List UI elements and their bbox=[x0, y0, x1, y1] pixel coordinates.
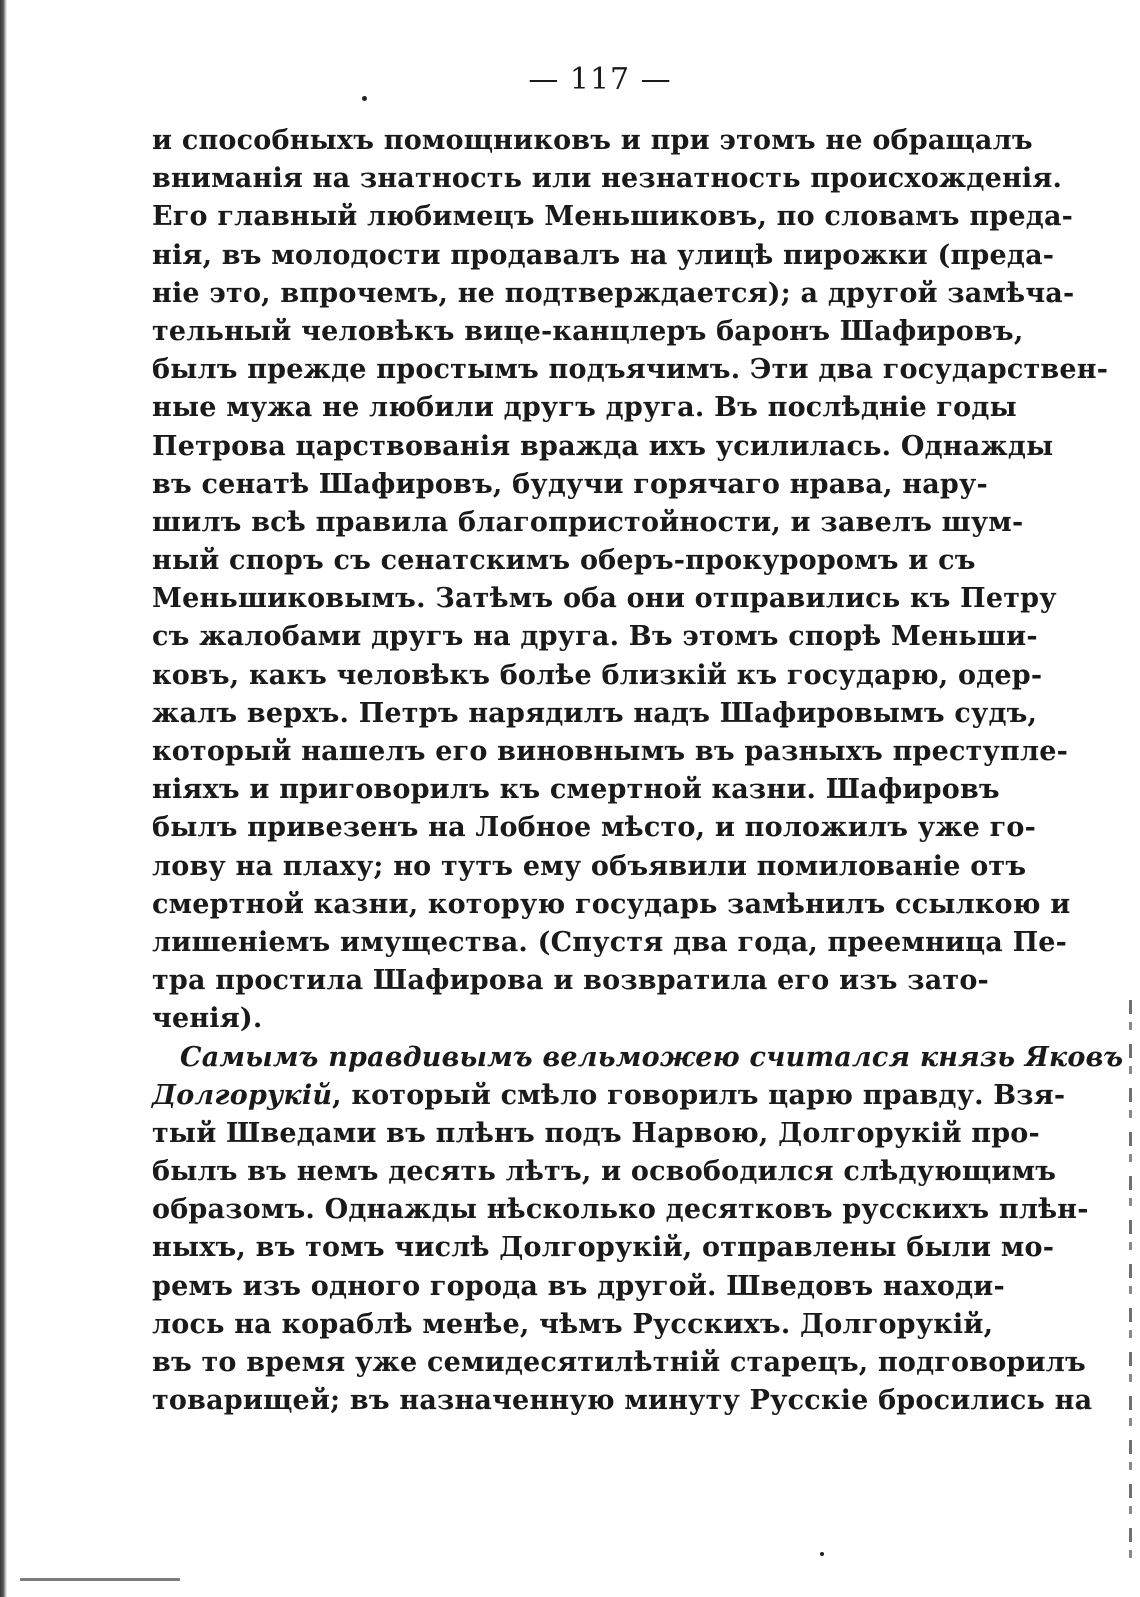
text-line: который нашелъ его виновнымъ въ разныхъ преступле- bbox=[152, 736, 1069, 767]
paragraph-2-lines bbox=[152, 1115, 1093, 1421]
body-text bbox=[152, 122, 1124, 1420]
text-line: лишеніемъ имущества. (Спустя два года, преемница Пе- bbox=[152, 926, 1068, 958]
text-line: Его главный любимецъ Меньшиковъ, по словамъ преда- bbox=[152, 201, 1074, 233]
text-line: нія, въ молодости продавалъ на улицѣ пирожки (преда- bbox=[152, 239, 1055, 271]
text-line: ный споръ съ сенатскимъ оберъ-прокуроромъ и съ bbox=[152, 545, 976, 577]
text-line: жалъ верхъ. Петръ нарядилъ надъ Шафировымъ судъ, bbox=[152, 697, 1038, 729]
text-line: ченія). bbox=[152, 1003, 263, 1035]
text-line: лову на плаху; но тутъ ему объявили помилованіе отъ bbox=[152, 850, 1027, 882]
text-line: образомъ. Однажды нѣсколько десятковъ русскихъ плѣн- bbox=[152, 1194, 1089, 1226]
text-line: Самымъ правдивымъ вельможею считался князь Яковъ bbox=[180, 1041, 1124, 1073]
text-line: тый Шведами въ плѣнъ подъ Нарвою, Долгорукій про- bbox=[152, 1117, 1040, 1149]
text-line: тельный человѣкъ вице-канцлеръ баронъ Шафировъ, bbox=[152, 315, 1024, 347]
text-line: шилъ всѣ правила благопристойности, и завелъ шум- bbox=[152, 506, 1024, 538]
text-line: ремъ изъ одного города въ другой. Шведовъ находи- bbox=[152, 1270, 1005, 1302]
page-binding-edge bbox=[0, 0, 7, 1597]
text-line: Меньшиковымъ. Затѣмъ оба они отправились къ Петру bbox=[152, 583, 1057, 615]
page-right-edge-marks bbox=[1129, 1000, 1132, 1560]
text-line: товарищей; въ назначенную минуту Русскіе бросились на bbox=[152, 1385, 1093, 1417]
text-line bbox=[152, 1077, 1066, 1115]
page-bottom-smudge bbox=[20, 1578, 180, 1581]
text-line: тра простила Шафирова и возвратила его изъ зато- bbox=[152, 965, 989, 997]
text-line: и способныхъ помощниковъ и при этомъ не обращалъ bbox=[152, 125, 1033, 156]
emphasized-name: Долгорукій bbox=[152, 1079, 333, 1111]
text-line: въ сенатѣ Шафировъ, будучи горячаго нрава, нару- bbox=[152, 468, 988, 500]
text-line: былъ въ немъ десять лѣтъ, и освободился слѣдующимъ bbox=[152, 1156, 1057, 1188]
text-line: съ жалобами другъ на друга. Въ этомъ спорѣ Меньши- bbox=[152, 621, 1038, 653]
text-line: ніе это, впрочемъ, не подтверждается); а другой замѣча- bbox=[152, 277, 1075, 309]
text-line: ные мужа не любили другъ друга. Въ послѣдніе годы bbox=[152, 392, 1017, 424]
page-number: — 117 — bbox=[528, 62, 672, 97]
text-line: былъ привезенъ на Лобное мѣсто, и положилъ уже го- bbox=[152, 812, 1036, 844]
text-line: былъ прежде простымъ подъячимъ. Эти два государствен- bbox=[152, 354, 1109, 386]
text-line: вниманія на знатность или незнатность происхожденія. bbox=[152, 163, 1063, 195]
text-line: смертной казни, которую государь замѣнилъ ссылкою и bbox=[152, 888, 1071, 920]
paragraph-2 bbox=[152, 1039, 1124, 1421]
text-line: ніяхъ и приговорилъ къ смертной казни. Шафировъ bbox=[152, 774, 1000, 806]
text-line: Петрова царствованія вражда ихъ усилилась. Однажды bbox=[152, 430, 1054, 462]
text-fragment: , который смѣло говорилъ царю правду. Взя- bbox=[332, 1079, 1066, 1111]
ink-speck bbox=[820, 1552, 824, 1556]
text-line: въ то время уже семидесятилѣтній старецъ, подговорилъ bbox=[152, 1347, 1086, 1378]
text-line: ныхъ, въ томъ числѣ Долгорукій, отправлены были мо- bbox=[152, 1232, 1055, 1264]
text-line: лось на кораблѣ менѣе, чѣмъ Русскихъ. Долгорукій, bbox=[152, 1308, 994, 1340]
paragraph-1 bbox=[152, 122, 1109, 1039]
text-line: ковъ, какъ человѣкъ болѣе близкій къ государю, одер- bbox=[152, 659, 1043, 691]
